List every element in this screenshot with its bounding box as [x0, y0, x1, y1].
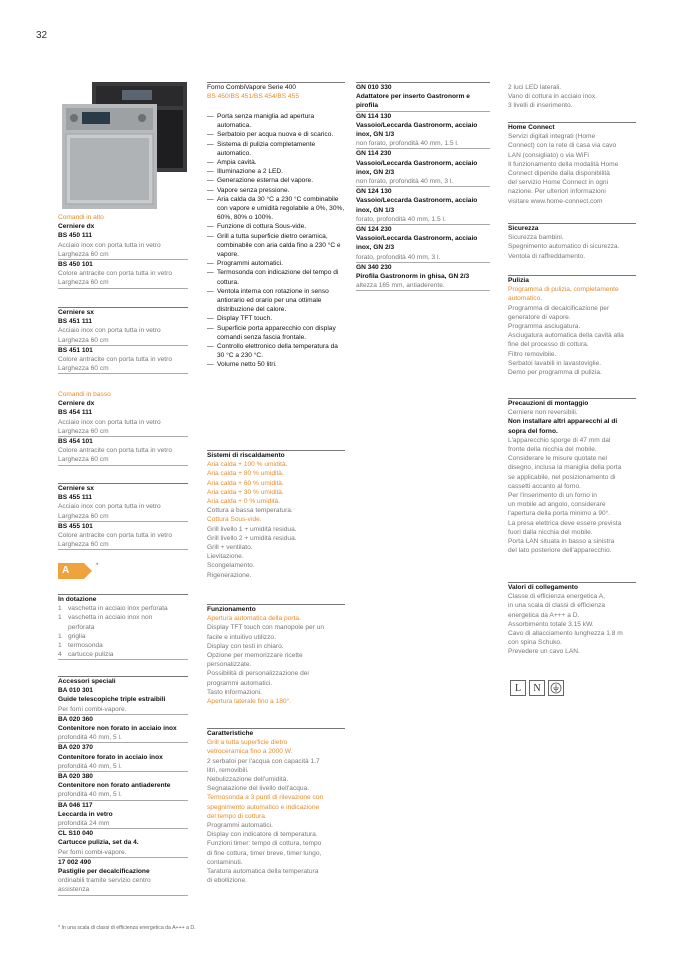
text-line: personalizzate. [207, 661, 252, 669]
text-line: Considerare le misure quotate nel [508, 455, 607, 463]
text-line: Acciaio inox con porta tutta in vetro [58, 327, 161, 335]
text-line: BS 450 111 [58, 232, 93, 240]
text-line: Segnalazione del livello dell'acqua. [207, 785, 310, 793]
text-line: Larghezza 60 cm [58, 455, 188, 465]
dotazione-section [58, 594, 188, 660]
text-line: Sistemi di riscaldamento [207, 452, 285, 459]
text-line: 2 luci LED laterali. [508, 84, 562, 91]
text-line: Contenitore non forato antiaderente [58, 782, 171, 790]
text-line: profondità 40 mm, 5 l. [58, 790, 188, 800]
text-line: nazione. Per ulteriori informazioni [508, 188, 606, 196]
text-line: fine del processo di cottura. [508, 341, 589, 349]
text-line: l'apertura della porta minimo a 90°. [508, 510, 611, 518]
text-line: Termosonda a 3 punti di rilevazione con [207, 794, 324, 802]
feature-item: — Termosonda con indicazione del tempo di cottura. [207, 268, 345, 286]
text-line: GN 124 230 [356, 226, 392, 234]
text-line: Display con indicatore di temperatura. [207, 831, 318, 839]
text-line: GN 114 230 [356, 150, 392, 158]
feature-item: — Aria calda da 30 °C a 230 °C combinabile con vapore e umidità regolabile a 0%, 30%, 60%, 80% o 100%. [207, 195, 345, 223]
text-line: La presa elettrica deve essere prevista [508, 519, 622, 527]
text-line: profondità 40 mm, 5 l. [58, 762, 188, 772]
text-line: un mobile ad angolo, considerare [508, 501, 606, 509]
text-line: 17 002 490 [58, 858, 92, 866]
text-line: Apertura automatica della porta. [207, 615, 301, 623]
text-line: Grill a tutta superficie dietro [207, 739, 288, 747]
text-line: disegno, inclusa la maniglia della porta [508, 464, 622, 472]
text-line: Cerniere non reversibili. [508, 409, 578, 417]
text-line: Non installare altri apparecchi al di [508, 418, 618, 426]
item-label: cartucce pulizia [68, 651, 114, 659]
text-line: Assorbimento totale 3.15 kW. [508, 620, 594, 628]
text-line: Cartucce pulizia, set da 4. [58, 839, 139, 847]
text-line: Valori di collegamento [508, 584, 578, 591]
text-line: Caratteristiche [207, 730, 254, 737]
feature-item: — Programmi automatici. [207, 259, 345, 268]
feature-item: — Ventola interna con rotazione in senso antiorario ed orario per una ottimale distribuzione del calore. [207, 287, 345, 315]
intro-section [508, 83, 636, 111]
item-quantity: 1 [58, 632, 62, 640]
text-line: Per forni combi-vapore. [58, 705, 188, 715]
feature-list [207, 112, 345, 370]
text-line: BS 454 101 [58, 438, 93, 446]
text-line: Vano di cottura in acciaio inox. [508, 93, 597, 101]
item-label: vaschetta in acciaio inox perforata [68, 605, 168, 613]
text-line: BA 020 380 [58, 773, 93, 781]
text-line: Servizi digitali integrati (Home [508, 133, 596, 141]
text-line: Aria calda + 0 % umidità. [207, 498, 281, 506]
dotazione-title: In dotazione [58, 594, 188, 604]
text-line: Funzionamento [207, 606, 256, 613]
gastronorm-accessories [356, 82, 490, 291]
text-line: Acciaio inox con porta tutta in vetro [58, 418, 161, 426]
text-line: fuori dalla nicchia del mobile. [508, 528, 593, 536]
accessori-section [58, 676, 188, 896]
dotazione-list [58, 604, 188, 660]
funzionamento-section [207, 604, 345, 706]
feature-item: — Serbatoio per acqua nuova e di scarico. [207, 130, 345, 139]
text-line: inox, GN 2/3 [356, 168, 395, 176]
text-line: vetroceramica fino a 2000 W. [207, 748, 293, 756]
text-line: BS 451 101 [58, 346, 93, 354]
text-line: BS 450 101 [58, 261, 93, 269]
text-line: Tasto informazioni. [207, 688, 262, 696]
text-line: Acciaio inox con porta tutta in vetro [58, 241, 161, 249]
item-label: termosonda [68, 642, 103, 650]
text-line: Lievitazione. [207, 553, 244, 561]
text-line: di ebollizione. [207, 877, 247, 885]
text-line: Vassoio/Leccarda Gastronorm, acciaio [356, 235, 478, 243]
text-line: Connect) con la rete di casa via cavo [508, 142, 617, 150]
text-line: Aria calda + 60 % umidità. [207, 479, 284, 487]
text-line: Prevedere un cavo LAN. [508, 648, 580, 656]
dotazione-item [58, 641, 188, 650]
text-line: Cavo di allacciamento lunghezza 1.8 m [508, 630, 623, 638]
text-line: non forato, profondità 40 mm, 1.5 l. [356, 139, 490, 149]
text-line: pirofila [356, 101, 490, 111]
text-line: Il funzionamento della modalità Home [508, 160, 619, 168]
feature-item: — Display TFT touch. [207, 314, 345, 323]
text-line: fronte della nicchia del mobile. [508, 446, 597, 454]
text-line: Pastiglie per decalcificazione [58, 868, 150, 876]
dotazione-item [58, 632, 188, 641]
feature-item: — Volume netto 50 litri. [207, 360, 345, 369]
text-line: BA 020 370 [58, 744, 93, 752]
item-quantity: 1 [58, 642, 62, 650]
text-line: profondità 40 mm, 5 l. [58, 733, 188, 743]
text-line: Accessori speciali [58, 678, 116, 685]
text-line: 2 serbatoi per l'acqua con capacità 1.7 [207, 757, 320, 765]
text-line: Cerniere dx [58, 400, 95, 408]
text-line: litri, removibili. [207, 766, 249, 774]
line-connector-symbol: L [510, 680, 526, 696]
text-line: Contenitore non forato in acciaio inox [58, 725, 177, 733]
item-label: griglia [68, 632, 86, 640]
text-line: contaminuti. [207, 858, 243, 866]
text-line: 3 livelli di inserimento. [508, 102, 573, 110]
item-quantity: 1 [58, 605, 62, 613]
product-title: Forno CombiVapore Serie 400 [207, 84, 296, 91]
feature-item: — Generazione esterna del vapore. [207, 176, 345, 185]
dotazione-item [58, 623, 188, 632]
text-line: Sicurezza bambini. [508, 234, 564, 242]
energy-class-badge: A [58, 563, 84, 579]
footnote: * In una scala di classi di efficienza energetica da A+++ a D. [58, 925, 196, 931]
text-line: Filtro removibile. [508, 350, 557, 358]
text-line: generatore di vapore. [508, 313, 571, 321]
text-line: con spina Schuko. [508, 639, 562, 647]
text-line: visitare www.home-connect.com [508, 197, 603, 205]
feature-item: — Ampia cavità. [207, 158, 345, 167]
dotazione-item [58, 613, 188, 622]
text-line: Programma asciugatura. [508, 323, 581, 331]
text-line: Classe di efficienza energetica A, [508, 593, 606, 601]
text-line: Pulizia [508, 277, 529, 284]
text-line: Porta LAN situata in basso a sinistra [508, 538, 615, 546]
text-line: Vassoio/Leccarda Gastronorm, acciaio [356, 121, 478, 129]
text-line: inox, GN 1/3 [356, 131, 395, 139]
text-line: Leccarda in vetro [58, 810, 113, 818]
feature-item: — Controllo elettronico della temperatura da 30 °C a 230 °C. [207, 342, 345, 360]
collegamento-section [508, 582, 636, 657]
text-line: forato, profondità 40 mm, 1.5 l. [356, 215, 490, 225]
text-line: BS 454 111 [58, 409, 93, 417]
controls-bottom-section [58, 390, 188, 466]
text-line: Pirofila Gastronorm in ghisa, GN 2/3 [356, 273, 470, 281]
text-line: Grill livello 2 + umidità residua. [207, 534, 297, 542]
text-line: BS 455 101 [58, 522, 93, 530]
energy-footnote-marker: * [96, 563, 99, 569]
text-line: Adattatore per inserto Gastronorm e [356, 93, 470, 101]
text-line: L'apparecchio sporge di 47 mm dal [508, 436, 611, 444]
ground-icon [548, 680, 564, 696]
text-line: Ventola di raffreddamento. [508, 252, 586, 260]
text-line: Acciaio inox con porta tutta in vetro [58, 503, 161, 511]
text-line: automatico. [508, 295, 543, 303]
caratteristiche-section [207, 728, 345, 885]
text-line: inox, GN 2/3 [356, 244, 395, 252]
text-line: Cerniere dx [58, 223, 95, 231]
sicurezza-section [508, 223, 636, 261]
text-line: Vassoio/Leccarda Gastronorm, acciaio [356, 197, 478, 205]
text-line: Vassoio/Leccarda Gastronorm, acciaio [356, 159, 478, 167]
text-line: Colore antracite con porta tutta in vetro [58, 447, 172, 455]
feature-item: — Illuminazione a 2 LED. [207, 167, 345, 176]
energy-label [58, 563, 99, 579]
page-number: 32 [36, 30, 48, 41]
item-quantity: 4 [58, 651, 62, 659]
text-line: Larghezza 60 cm [58, 427, 188, 437]
text-line: GN 010 330 [356, 84, 392, 91]
text-line: Aria calda + 30 % umidità. [207, 488, 284, 496]
text-line: Per forni combi-vapore. [58, 848, 188, 858]
text-line: Grill + ventilato. [207, 544, 253, 552]
neutral-connector-symbol: N [529, 680, 545, 696]
text-line: programmi automatici. [207, 679, 273, 687]
text-line: del servizio Home Connect in ogni [508, 179, 609, 187]
text-line: Demo per programma di pulizia. [508, 369, 602, 377]
text-line: in una scala di classi di efficienza [508, 602, 606, 610]
feature-item: — Superficie porta apparecchio con display comandi senza fascia frontale. [207, 324, 345, 342]
text-line: GN 124 130 [356, 188, 392, 196]
text-line: GN 114 130 [356, 112, 392, 120]
text-line: del tempo di cottura. [207, 812, 267, 820]
oven-product-image [62, 82, 187, 212]
text-line: Larghezza 60 cm [58, 250, 188, 260]
text-line: altezza 165 mm, antiaderente. [356, 281, 490, 291]
text-line: Grill livello 1 + umidità residua. [207, 525, 297, 533]
text-line: ordinabili tramite servizio centro [58, 877, 151, 885]
text-line: BS 455 111 [58, 494, 93, 502]
controls-top-section [58, 213, 188, 289]
text-line: CL S10 040 [58, 830, 94, 838]
text-line: Cerniere sx [58, 309, 94, 316]
text-line: Rigenerazione. [207, 571, 252, 579]
text-line: Connect dipende dalla disponibilità [508, 170, 610, 178]
text-line: Spegnimento automatico di sicurezza. [508, 243, 620, 251]
text-line: Apertura laterale fino a 180°. [207, 698, 292, 706]
text-line: cassetti accanto al forno. [508, 482, 581, 490]
text-line: Comandi in alto [58, 214, 104, 221]
text-line: Display TFT touch con manopole per un [207, 624, 325, 632]
text-line: non forato, profondità 40 mm, 3 l. [356, 177, 490, 187]
text-line: Cerniere sx [58, 485, 94, 492]
text-line: Colore antracite con porta tutta in vetro [58, 532, 172, 540]
text-line: di fine cottura, timer breve, timer lungo, [207, 849, 322, 857]
text-line: se applicabile, nel posizionamento di [508, 473, 616, 481]
text-line: sopra del forno. [508, 427, 558, 435]
dotazione-item [58, 604, 188, 613]
text-line: Aria calda + 100 % umidità. [207, 461, 288, 469]
hinges-left-bottom-section [58, 483, 188, 550]
text-line: Programma di pulizia, completamente [508, 286, 619, 294]
text-line: inox, GN 1/3 [356, 206, 395, 214]
dotazione-item [58, 650, 188, 660]
text-line: del lato posteriore dell'apparecchio. [508, 547, 612, 555]
feature-item: — Sistema di pulizia completamente automatico. [207, 140, 345, 158]
text-line: Guide telescopiche triple estraibili [58, 696, 166, 704]
text-line: Programma di decalcificazione per [508, 304, 610, 312]
text-line: Larghezza 60 cm [58, 278, 188, 288]
text-line: Funzioni timer: tempo di cottura, tempo [207, 840, 322, 848]
connector-symbols [510, 680, 564, 696]
feature-item: — Grill a tutta superficie dietro ceramica, combinabile con aria calda fino a 230 °C e vapore. [207, 232, 345, 260]
text-line: Larghezza 60 cm [58, 336, 188, 346]
feature-item: — Porta senza maniglia ad apertura automatica. [207, 112, 345, 130]
text-line: Nebulizzazione dell'umidità. [207, 776, 289, 784]
text-line: Programmi automatici. [207, 822, 273, 830]
text-line: Larghezza 60 cm [58, 364, 188, 374]
item-quantity: 1 [58, 614, 62, 622]
text-line: Cottura Sous-vide. [207, 516, 262, 524]
item-label: perforata [68, 623, 95, 631]
text-line: profondità 24 mm [58, 819, 188, 829]
home-connect-section [508, 122, 636, 206]
text-line: Taratura automatica della temperatura [207, 868, 319, 876]
text-line: spegnimento automatico e indicazione [207, 803, 320, 811]
text-line: BA 010 301 [58, 687, 93, 695]
text-line: GN 340 230 [356, 263, 392, 271]
text-line: Colore antracite con porta tutta in vetro [58, 270, 172, 278]
text-line: Opzione per memorizzare ricette [207, 652, 303, 660]
text-line: BA 020 360 [58, 715, 93, 723]
feature-item: — Funzione di cottura Sous-vide. [207, 222, 345, 231]
text-line: BA 046 117 [58, 801, 93, 809]
montaggio-section [508, 398, 636, 555]
text-line: Sicurezza [508, 225, 539, 232]
product-header [207, 82, 345, 101]
text-line: Contenitore forato in acciaio inox [58, 753, 163, 761]
text-line: Cottura a bassa temperatura. [207, 507, 293, 515]
text-line: LAN (consigliato) o via WiFi [508, 151, 589, 159]
text-line: Asciugatura automatica della cavità alla [508, 332, 624, 340]
text-line: Colore antracite con porta tutta in vetro [58, 356, 172, 364]
product-models: BS 450/BS 451/BS 454/BS 455 [207, 93, 300, 101]
feature-item: — Vapore senza pressione. [207, 186, 345, 195]
text-line: Display con testi in chiaro. [207, 642, 284, 650]
text-line: Scongelamento. [207, 562, 255, 570]
item-label: vaschetta in acciaio inox non [68, 614, 153, 622]
text-line: Home Connect [508, 124, 555, 131]
text-line: energetica da A+++ a D. [508, 611, 580, 619]
hinges-left-top-section [58, 307, 188, 374]
text-line: assistenza [58, 885, 188, 895]
text-line: forato, profondità 40 mm, 3 l. [356, 253, 490, 263]
text-line: Possibilità di personalizzazione dei [207, 670, 309, 678]
text-line: Larghezza 60 cm [58, 540, 188, 550]
text-line: facile e intuitivo utilizzo. [207, 633, 276, 641]
text-line: Serbatoi lavabili in lavastoviglie. [508, 359, 602, 367]
pulizia-section [508, 275, 636, 377]
riscaldamento-section [207, 450, 345, 580]
text-line: Aria calda + 80 % umidità. [207, 470, 284, 478]
text-line: BS 451 111 [58, 318, 93, 326]
text-line: Larghezza 60 cm [58, 512, 188, 522]
text-line: Precauzioni di montaggio [508, 400, 589, 407]
text-line: Comandi in basso [58, 391, 111, 398]
text-line: Per l'inserimento di un forno in [508, 492, 597, 500]
